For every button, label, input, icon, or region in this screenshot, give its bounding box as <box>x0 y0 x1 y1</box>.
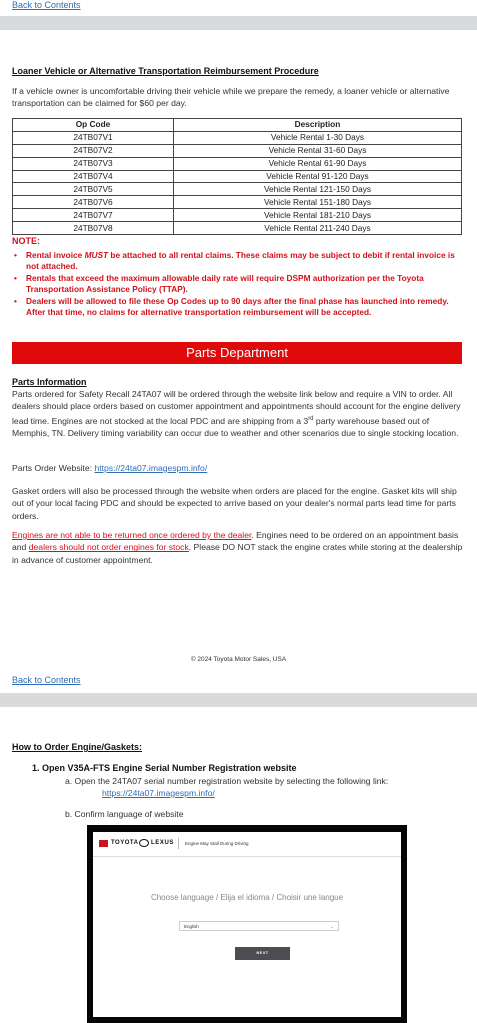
table-row <box>13 222 462 235</box>
table-row <box>13 183 462 196</box>
parts-order-label: Parts Order Website: <box>12 463 95 473</box>
table-row <box>13 131 462 144</box>
note-text: Rental invoice <box>26 250 85 260</box>
loaner-intro: If a vehicle owner is uncomfortable driving their vehicle while we prepare the remedy, a loaner vehicle or alternative transportation can be claimed for $60 per day. <box>12 86 450 109</box>
op-code-header: Op Code <box>13 119 174 132</box>
website-header <box>93 832 401 857</box>
note-text: be attached to all rental claims. These claims may be subject to debit if rental invoice is not attached. <box>26 250 455 272</box>
description-cell: Vehicle Rental 151-180 Days <box>174 196 462 209</box>
toyota-logo-icon <box>99 840 108 847</box>
engines-stock-warning: dealers should not order engines for stock <box>28 542 189 553</box>
description-cell: Vehicle Rental 1-30 Days <box>174 131 462 144</box>
language-select-value: English <box>184 924 199 929</box>
website-screenshot <box>93 832 401 1017</box>
next-button[interactable]: NEXT <box>235 947 290 960</box>
lexus-brand: LEXUS <box>151 840 175 846</box>
chevron-down-icon: ⌄ <box>330 924 334 929</box>
website-screenshot-frame <box>87 825 407 1023</box>
gasket-paragraph: Gasket orders will also be processed through the website when orders are placed for the engine. Gasket kits will ship out of your local facing PDC and should be expected to arrive based on your dealer's normal parts lead time for parts orders. <box>12 486 457 521</box>
note-rental-invoice <box>12 250 464 272</box>
engines-text: . Engines need to be ordered on an appointment basis and <box>12 530 459 553</box>
description-header: Description <box>174 119 462 132</box>
op-code-cell: 24TB07V7 <box>13 209 174 222</box>
op-code-cell: 24TB07V1 <box>13 131 174 144</box>
description-cell: Vehicle Rental 121-150 Days <box>174 183 462 196</box>
engines-text: . Please DO NOT stack the engine crates while storing at the dealership in advance of customer appointment. <box>12 542 463 565</box>
loaner-heading: Loaner Vehicle or Alternative Transportation Reimbursement Procedure <box>12 66 319 76</box>
table-row <box>13 196 462 209</box>
parts-info-text: Parts ordered for Safety Recall 24TA07 will be ordered through the website link below and require a VIN to order. All dealers should place orders based on customer appointment and appointments should account for the engine delivery lead time. Engines are not stocked at the local PDC and are shipping from a 3 <box>12 389 461 426</box>
description-cell: Vehicle Rental 211-240 Days <box>174 222 462 235</box>
notes-list <box>12 250 464 319</box>
document-page-how-to-order <box>0 707 477 1023</box>
superscript: rd <box>308 415 314 422</box>
engines-return-warning: Engines are not able to be returned once ordered by the dealer <box>12 530 252 540</box>
parts-info-heading: Parts Information <box>12 377 87 387</box>
op-code-cell: 24TB07V5 <box>13 183 174 196</box>
note-filing-window: • Dealers will be allowed to file these Op Codes up to 90 days after the final phase has launched into remedy. After that time, no claims for alternative transportation reimbursement will be accepted. <box>12 296 464 318</box>
parts-order-link[interactable]: https://24ta07.imagespm.info/ <box>94 463 208 473</box>
document-page-top <box>0 0 477 16</box>
parts-info-text: party warehouse based out of Memphis, TN. Delivery timing variability can occur due to weather and other scenarios due to single stocking location. <box>12 415 459 438</box>
table-header-row <box>13 119 462 132</box>
description-cell: Vehicle Rental 91-120 Days <box>174 170 462 183</box>
back-to-contents-link-top[interactable]: Back to Contents <box>12 0 81 10</box>
website-header-title: Engine May Stall During Driving <box>185 841 249 846</box>
choose-language-prompt: Choose language / Elija el idioma / Choisir une langue <box>150 893 344 902</box>
op-code-cell: 24TB07V8 <box>13 222 174 235</box>
document-page-loaner-parts <box>0 30 477 693</box>
step-a-label: a. Open the 24TA07 serial number registration website by selecting the following link: <box>65 776 389 786</box>
note-daily-rate: • Rentals that exceed the maximum allowable daily rate will require DSPM authorization per the Toyota Transportation Assistance Policy (TTAP). <box>12 273 464 295</box>
op-code-table <box>12 118 462 235</box>
note-emphasis: MUST <box>84 250 109 260</box>
step-b-text: b. Confirm language of website <box>65 809 184 819</box>
description-cell: Vehicle Rental 61-90 Days <box>174 157 462 170</box>
toyota-brand: TOYOTA <box>111 840 139 846</box>
table-row <box>13 157 462 170</box>
note-label: NOTE: <box>12 236 40 246</box>
registration-website-link[interactable]: https://24ta07.imagespm.info/ <box>102 788 215 798</box>
language-select[interactable] <box>179 921 339 931</box>
op-code-cell: 24TB07V4 <box>13 170 174 183</box>
step-a-text <box>65 775 435 799</box>
parts-info-paragraph <box>12 388 464 439</box>
copyright-footer: © 2024 Toyota Motor Sales, USA <box>190 656 287 663</box>
lexus-logo-icon <box>139 839 149 847</box>
table-row <box>13 170 462 183</box>
how-to-order-heading: How to Order Engine/Gaskets: <box>12 742 143 752</box>
op-code-cell: 24TB07V2 <box>13 144 174 157</box>
op-code-cell: 24TB07V3 <box>13 157 174 170</box>
op-code-cell: 24TB07V6 <box>13 196 174 209</box>
back-to-contents-link[interactable]: Back to Contents <box>12 675 81 685</box>
step-1-heading: 1. Open V35A-FTS Engine Serial Number Registration website <box>32 763 297 773</box>
parts-department-banner: Parts Department <box>12 342 462 364</box>
engines-paragraph <box>12 529 464 566</box>
description-cell: Vehicle Rental 31-60 Days <box>174 144 462 157</box>
table-row <box>13 209 462 222</box>
table-row <box>13 144 462 157</box>
description-cell: Vehicle Rental 181-210 Days <box>174 209 462 222</box>
parts-order-line <box>12 462 464 474</box>
header-divider <box>178 838 179 849</box>
